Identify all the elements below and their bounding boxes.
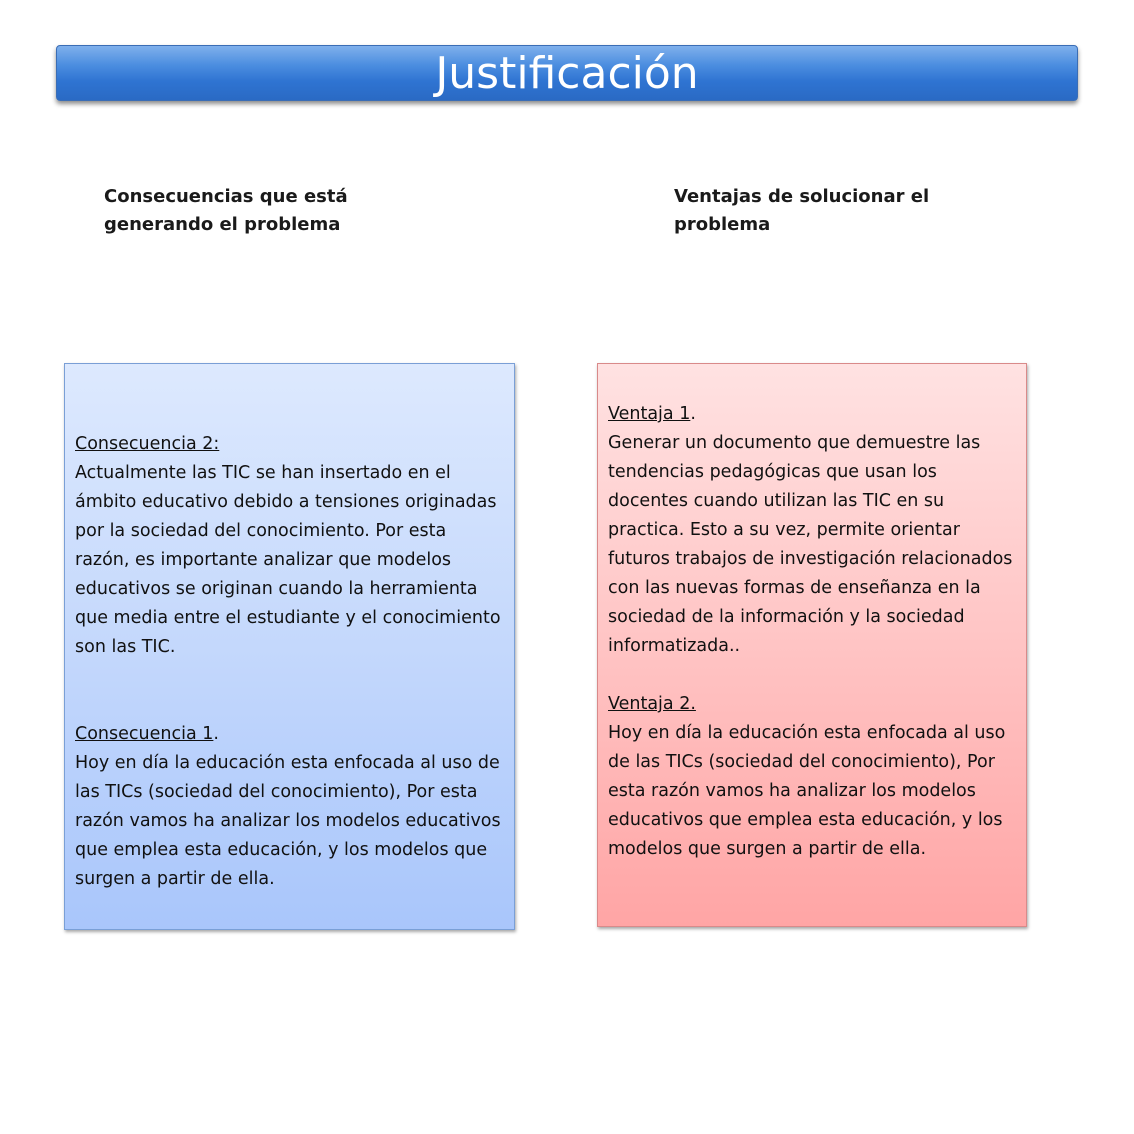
consequence-2 (75, 430, 506, 662)
heading-consequences: Consecuencias que está generando el problema (104, 186, 348, 235)
consequence-1-label-suffix: . (213, 724, 219, 744)
consequence-1-label: Consecuencia 1 (75, 724, 214, 744)
advantage-1-label: Ventaja 1 (608, 404, 691, 424)
spacer (608, 661, 1020, 690)
advantage-2 (608, 690, 1020, 864)
consequence-1-text: Hoy en día la educación esta enfocada al uso de las TICs (sociedad del conocimiento), Por esta razón vamos ha analizar los modelos educativos que emplea esta educación, y los modelos que surgen a partir de ella. (75, 753, 501, 889)
consequence-1 (75, 720, 506, 894)
advantage-1-text: Generar un documento que demuestre las tendencias pedagógicas que usan los docentes cuando utilizan las TIC en su practica. Esto a su vez, permite orientar futuros trabajos de investigación relacionados con las nuevas formas de enseñanza en la sociedad de la información y la sociedad informatizada.. (608, 433, 1013, 656)
advantages-box (597, 363, 1027, 927)
consequence-2-label: Consecuencia 2: (75, 434, 220, 454)
consequence-2-text: Actualmente las TIC se han insertado en el ámbito educativo debido a tensiones originadas por la sociedad del conocimiento. Por esta razón, es importante analizar que modelos educativos se originan cuando la herramienta que media entre el estudiante y el conocimiento son las TIC. (75, 463, 501, 657)
spacer (75, 662, 506, 720)
advantage-2-text: Hoy en día la educación esta enfocada al uso de las TICs (sociedad del conocimiento), Por esta razón vamos ha analizar los modelos educativos que emplea esta educación, y los modelos que surgen a partir de ella. (608, 723, 1006, 859)
consequences-box (64, 363, 515, 930)
heading-advantages: Ventajas de solucionar el problema (674, 186, 930, 235)
advantage-1-label-suffix: . (690, 404, 696, 424)
advantage-1 (608, 400, 1020, 661)
title-bar (56, 45, 1078, 101)
slide-title: Justificación (435, 48, 699, 99)
advantage-2-label: Ventaja 2. (608, 694, 696, 714)
